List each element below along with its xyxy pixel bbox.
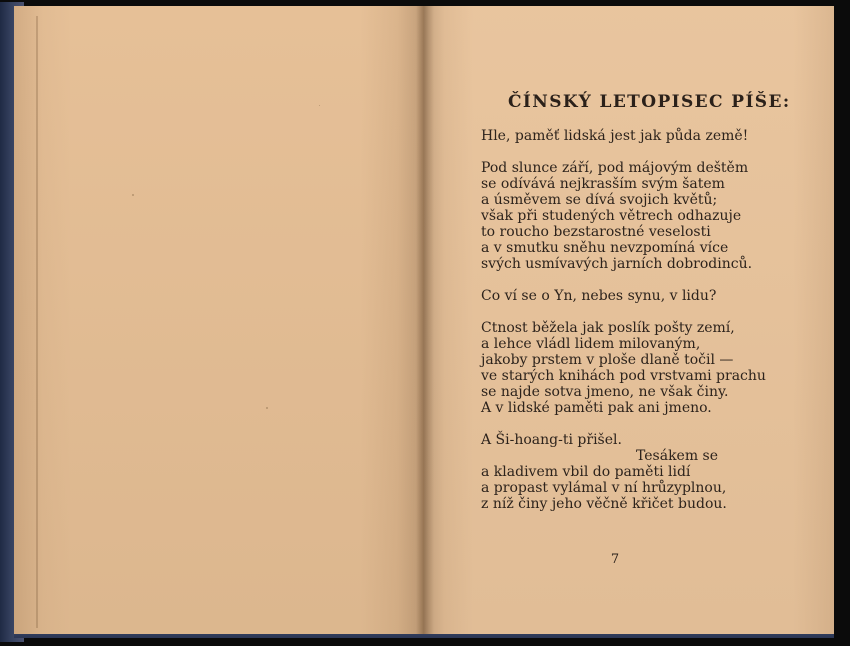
- poem-line: Co ví se o Yn, nebes synu, v lidu?: [481, 288, 717, 304]
- poem-line: Hle, paměť lidská jest jak půda země!: [481, 128, 749, 144]
- poem-line: a kladivem vbil do paměti lidí: [481, 464, 691, 480]
- poem-line: a v smutku sněhu nevzpomíná více: [481, 240, 729, 256]
- left-page-blank: [14, 6, 426, 634]
- paper-speck: [266, 407, 268, 409]
- poem-title: ČÍNSKÝ LETOPISEC PÍŠE:: [508, 92, 791, 112]
- poem-line: jakoby prstem v ploše dlaně točil —: [481, 352, 734, 368]
- poem-line: Ctnost běžela jak poslík pošty zemí,: [481, 320, 735, 336]
- poem-line: však při studených větrech odhazuje: [481, 208, 742, 224]
- poem-line: a úsměvem se dívá svojich květů;: [481, 192, 718, 208]
- right-page-content: [424, 6, 834, 634]
- poem-line: A v lidské paměti pak ani jmeno.: [481, 400, 712, 416]
- poem-line-indented: Tesákem se: [636, 448, 719, 464]
- poem-line: a lehce vládl lidem milovaným,: [481, 336, 701, 352]
- poem-line: se najde sotva jmeno, ne však činy.: [481, 384, 729, 400]
- stanza-3: [481, 288, 781, 304]
- left-page-fold-line: [36, 16, 38, 628]
- stanza-5: [481, 432, 781, 512]
- stanza-1: [481, 128, 781, 144]
- poem-line: Pod slunce září, pod májovým deštěm: [481, 160, 749, 176]
- poem-line: se odívává nejkrasším svým šatem: [481, 176, 725, 192]
- poem-line: ve starých knihách pod vrstvami prachu: [481, 368, 766, 384]
- poem-text: [481, 128, 781, 528]
- paper-speck: [132, 194, 134, 196]
- stanza-2: [481, 160, 781, 272]
- poem-line: to roucho bezstarostné veselosti: [481, 224, 711, 240]
- poem-line: A Ši-hoang-ti přišel.: [481, 432, 622, 448]
- stanza-4: [481, 320, 781, 416]
- right-page: [424, 6, 834, 634]
- page-number: 7: [610, 552, 620, 567]
- poem-line: z níž činy jeho věčně křičet budou.: [481, 496, 727, 512]
- poem-line: a propast vylámal v ní hrůzyplnou,: [481, 480, 727, 496]
- poem-line: svých usmívavých jarních dobrodinců.: [481, 256, 753, 272]
- paper-speck: [319, 105, 320, 106]
